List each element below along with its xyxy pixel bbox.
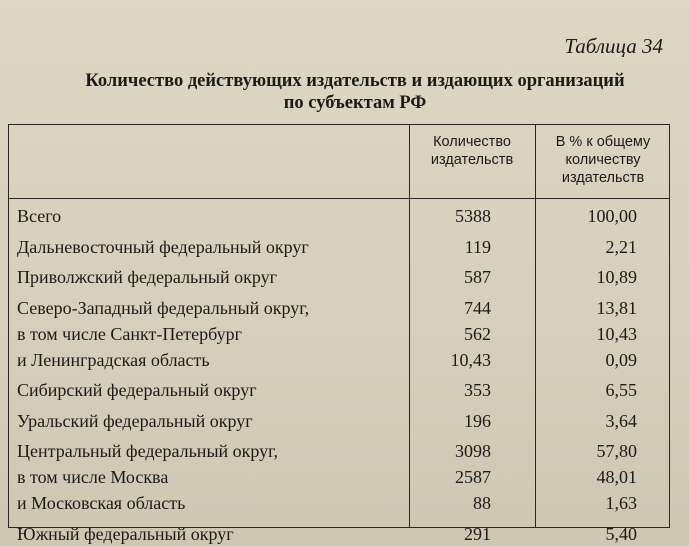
- publisher-count: 562: [464, 323, 491, 344]
- publisher-count: 88: [473, 493, 491, 513]
- table-row: [9, 347, 669, 373]
- table-row: [9, 408, 669, 434]
- table-row: [9, 521, 669, 547]
- percent-value: 5,40: [605, 523, 637, 544]
- percent-value: 100,00: [587, 206, 637, 226]
- table-body: [9, 203, 669, 547]
- region-name: и Ленинградская область: [17, 349, 210, 370]
- publisher-count: 291: [464, 523, 491, 544]
- percent-value: 1,63: [605, 493, 637, 513]
- region-name: Приволжский федеральный округ: [17, 267, 278, 287]
- region-name: Южный федеральный округ: [17, 523, 234, 544]
- region-name: Всего: [17, 206, 62, 226]
- publisher-count: 119: [464, 236, 491, 257]
- publisher-count: 10,43: [450, 349, 491, 370]
- publisher-count: 353: [464, 380, 491, 400]
- header-count: Количество издательств: [430, 134, 514, 168]
- table-row: [9, 203, 669, 229]
- percent-value: 57,80: [596, 441, 637, 461]
- data-table: [8, 124, 670, 544]
- percent-value: 10,43: [596, 323, 637, 344]
- region-name: в том числе Москва: [17, 467, 169, 487]
- region-name: в том числе Санкт-Петербург: [17, 323, 243, 344]
- publisher-count: 3098: [455, 441, 491, 461]
- region-name: Сибирский федеральный округ: [17, 380, 257, 400]
- table-row: [9, 264, 669, 290]
- table-title-line2: по субъектам РФ: [283, 93, 427, 113]
- header-divider: [9, 198, 669, 199]
- table-row: [9, 464, 669, 490]
- table-row: [9, 321, 669, 347]
- region-name: Северо-Западный федеральный округ,: [17, 297, 310, 318]
- region-name: и Московская область: [17, 493, 186, 513]
- table-row: [9, 234, 669, 260]
- publisher-count: 2587: [455, 467, 491, 487]
- region-name: Уральский федеральный округ: [17, 410, 253, 431]
- table-row: [9, 438, 669, 464]
- publisher-count: 196: [464, 410, 491, 431]
- percent-value: 48,01: [596, 467, 637, 487]
- table-number: Таблица 34: [564, 34, 663, 58]
- percent-value: 0,09: [605, 349, 637, 370]
- region-name: Дальневосточный федеральный округ: [17, 236, 309, 257]
- percent-value: 13,81: [596, 297, 637, 318]
- publisher-count: 5388: [455, 206, 491, 226]
- table-title-line1: Количество действующих издательств и издающих организаций: [85, 71, 625, 91]
- table-row: [9, 490, 669, 516]
- percent-value: 10,89: [596, 267, 637, 287]
- region-name: Центральный федеральный округ,: [17, 441, 279, 461]
- table-row: [9, 295, 669, 321]
- table-title: [20, 70, 689, 114]
- table-row: [9, 377, 669, 403]
- percent-value: 6,55: [605, 380, 637, 400]
- header-percent: В % к общему количеству издательств: [555, 134, 651, 186]
- publisher-count: 744: [464, 297, 491, 318]
- percent-value: 3,64: [605, 410, 637, 431]
- publisher-count: 587: [464, 267, 491, 287]
- percent-value: 2,21: [605, 236, 637, 257]
